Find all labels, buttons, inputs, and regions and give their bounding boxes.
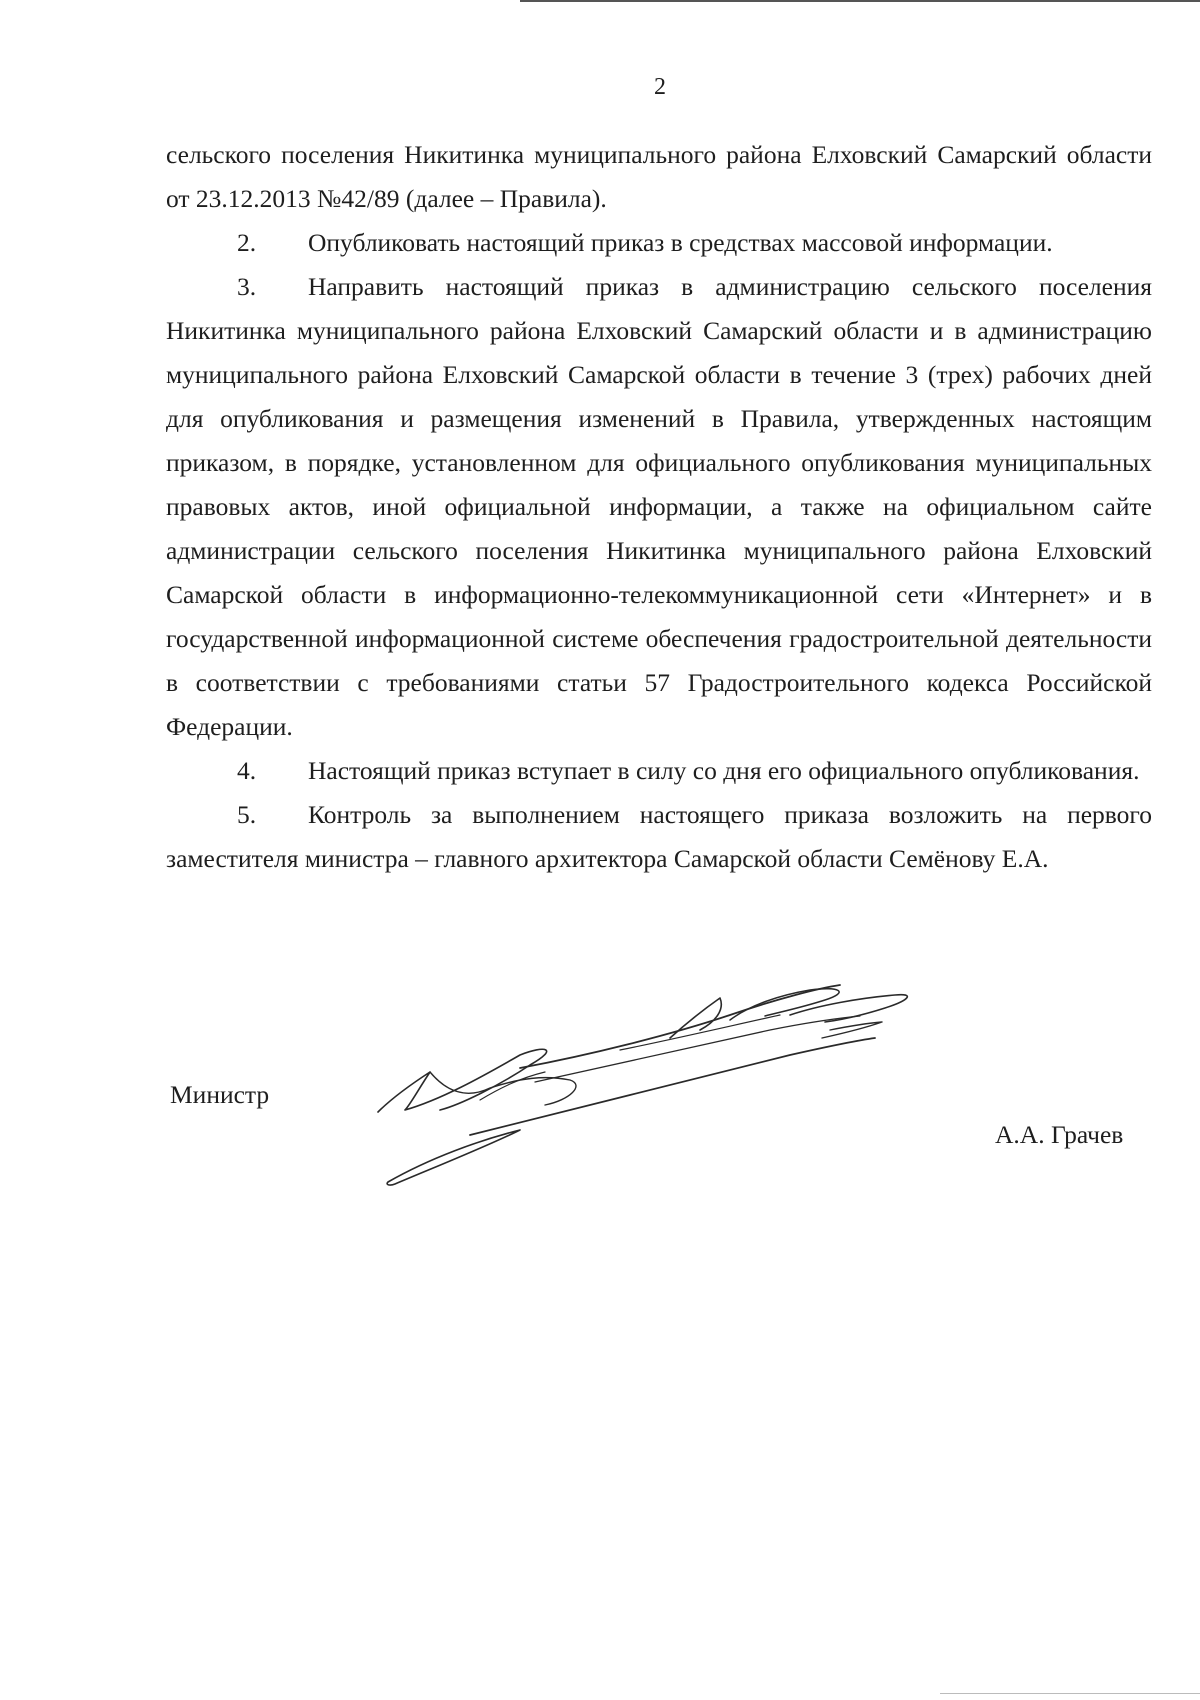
list-item-text: Контроль за выполнением настоящего приказа возложить на первого заместителя министра – главного архитектора Самарской области Семёнову Е.А. [166, 800, 1152, 873]
list-item-text: Опубликовать настоящий приказ в средствах массовой информации. [308, 228, 1053, 257]
list-item-number: 3. [237, 272, 257, 301]
list-item-number: 4. [237, 756, 257, 785]
list-item-5 [166, 793, 1152, 881]
handwritten-signature [370, 960, 950, 1190]
signatory-title: Министр [170, 1080, 270, 1109]
list-item-number: 5. [237, 800, 257, 829]
scan-edge-top [520, 0, 1200, 2]
list-item-text: Настоящий приказ вступает в силу со дня его официального опубликования. [308, 756, 1140, 785]
document-body [166, 133, 1152, 881]
list-item-2 [166, 221, 1152, 265]
list-item-text: Направить настоящий приказ в администрацию сельского поселения Никитинка муниципального района Елховский Самарский области и в администрацию муниципального района Елховский Самарской области в течение 3 (трех) рабочих дней для опубликования и размещения изменений в Правила, утвержденных настоящим приказом, в порядке, установленном для официального опубликования муниципальных правовых актов, иной официальной информации, а также на официальном сайте администрации сельского поселения Никитинка муниципального района Елховский Самарской области в информационно-телекоммуникационной сети «Интернет» и в государственной информационной системе обеспечения градостроительной деятельности в соответствии с требованиями статьи 57 Градостроительного кодекса Российской Федерации. [166, 272, 1152, 741]
list-item-number: 2. [237, 228, 257, 257]
scan-edge-bottom [940, 1693, 1200, 1694]
list-item-4 [166, 749, 1152, 793]
list-item-3 [166, 265, 1152, 749]
paragraph-continuation: сельского поселения Никитинка муниципального района Елховский Самарский области от 23.12.2013 №42/89 (далее – Правила). [166, 140, 1152, 213]
page-number: 2 [654, 74, 666, 100]
signatory-name: А.А. Грачев [995, 1120, 1124, 1149]
